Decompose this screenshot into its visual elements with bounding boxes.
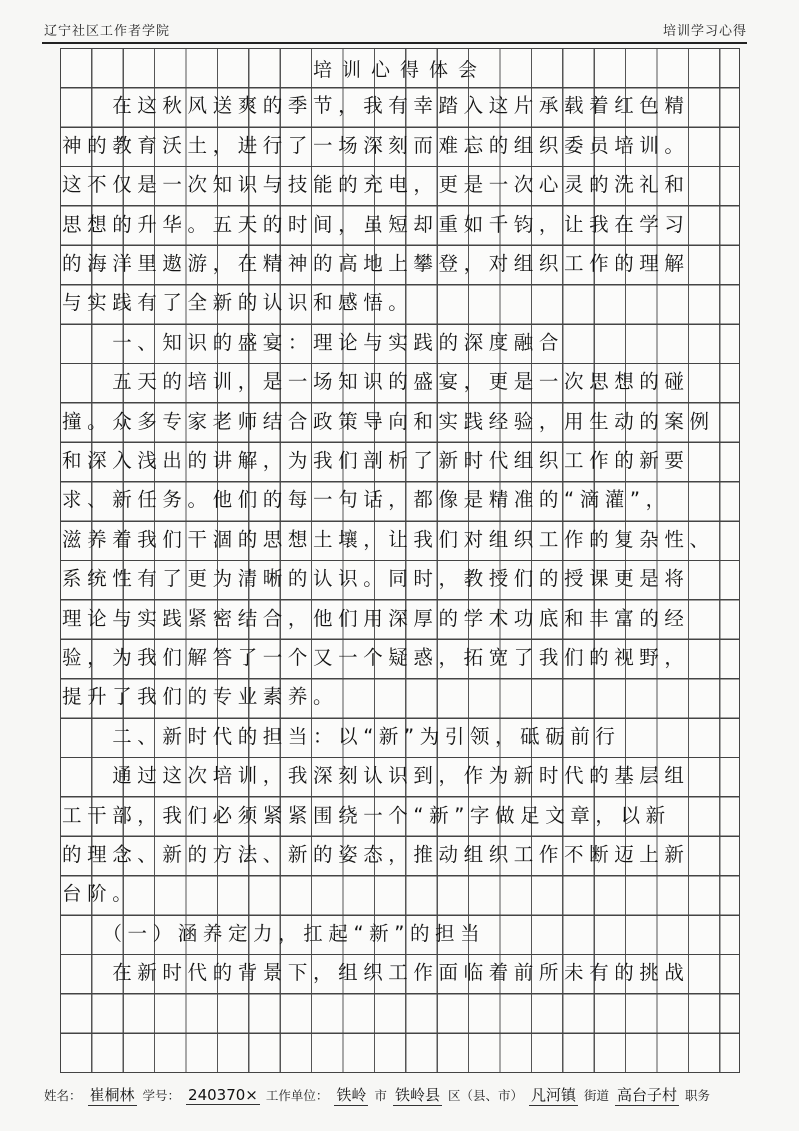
id-value: 240370×	[188, 1086, 258, 1104]
essay-line: 一、知识的盛宴：理论与实践的深度融合	[62, 330, 565, 354]
essay-line: 工干部，我们必须紧紧围绕一个“新”字做足文章，以新	[62, 803, 671, 827]
essay-line: 神的教育沃土，进行了一场深刻而难忘的组织委员培训。	[62, 133, 690, 157]
essay-line: 在这秋风送爽的季节，我有幸踏入这片承载着红色精	[62, 94, 690, 118]
essay-line: 验，为我们解答了一个又一个疑惑，拓宽了我们的视野，	[62, 646, 690, 669]
essay-line: 和深入浅出的讲解，为我们剖析了新时代组织工作的新要	[62, 449, 690, 472]
street-value: 凡河镇	[530, 1086, 576, 1104]
city-label: 市	[374, 1088, 387, 1103]
essay-line: 与实践有了全新的认识和感悟。	[62, 291, 414, 315]
essay-line: 思想的升华。五天的时间，虽短却重如千钧，让我在学习	[62, 212, 690, 236]
street-label: 街道	[583, 1088, 609, 1103]
essay-line: 滋养着我们干涸的思想土壤，让我们对组织工作的复杂性、	[62, 527, 715, 551]
id-label: 学号：	[142, 1088, 181, 1103]
essay-line: 五天的培训，是一场知识的盛宴，更是一次思想的碰	[62, 370, 690, 394]
essay-line: 撞。众多专家老师结合政策导向和实践经验，用生动的案例	[62, 409, 715, 433]
essay-line: 台阶。	[62, 882, 138, 906]
essay-line: 这不仅是一次知识与技能的充电，更是一次心灵的洗礼和	[62, 173, 690, 197]
district-value: 铁岭县	[394, 1086, 440, 1104]
essay-line: 系统性有了更为清晰的认识。同时，教授们的授课更是将	[62, 567, 690, 591]
essay-line: 在新时代的背景下，组织工作面临着前所未有的挑战	[62, 961, 690, 985]
header-right-title: 培训学习心得	[662, 24, 747, 39]
community-value: 高台子村	[617, 1086, 678, 1104]
name-value: 崔桐林	[89, 1086, 135, 1104]
essay-line: 二、新时代的担当：以“新”为引领，砥砺前行	[62, 724, 621, 748]
footer-info	[44, 1084, 759, 1106]
district-label: 区（县、市）	[447, 1088, 523, 1103]
essay-line: 通过这次培训，我深刻认识到，作为新时代的基层组	[62, 764, 690, 788]
essay-title: 培训心得体会	[312, 59, 487, 81]
essay-line: 求、新任务。他们的每一句话，都像是精准的“滴灌”，	[62, 488, 671, 512]
essay-line: 理论与实践紧密结合，他们用深厚的学术功底和丰富的经	[62, 606, 690, 630]
unit-label: 工作单位：	[265, 1088, 329, 1103]
essay-line: 的理念、新的方法、新的姿态，推动组织工作不断迈上新	[62, 843, 690, 866]
essay-line: 提升了我们的专业素养。	[62, 685, 339, 709]
post-label: 职务	[685, 1088, 711, 1103]
header-left-title: 辽宁社区工作者学院	[44, 24, 171, 39]
name-label: 姓名：	[44, 1088, 82, 1103]
essay-line: 的海洋里遨游，在精神的高地上攀登，对组织工作的理解	[62, 252, 690, 275]
essay-line: （一）涵养定力，扛起“新”的担当	[62, 921, 486, 945]
unit-value: 铁岭	[336, 1086, 367, 1104]
header-rule	[42, 42, 747, 44]
